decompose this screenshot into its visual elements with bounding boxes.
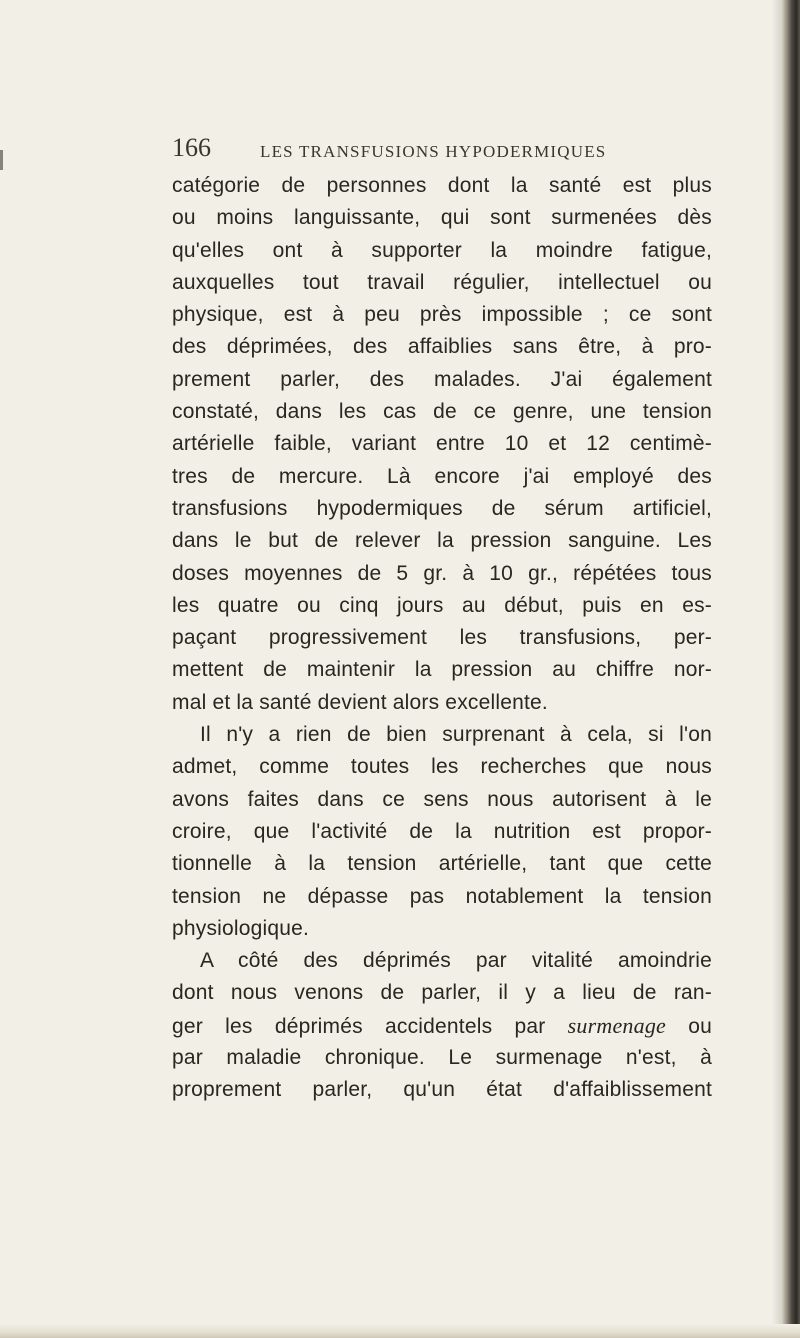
text-line: constaté, dans les cas de ce genre, une tension [172,400,712,424]
text-line: qu'elles ont à supporter la moindre fatigue, [172,238,712,262]
text-line: avons faites dans ce sens nous autorisent à le [172,787,712,811]
text-line: dont nous venons de parler, il y a lieu de ran- [172,981,712,1005]
body-text [172,170,712,1107]
text-line: proprement parler, qu'un état d'affaiblissement [172,1078,712,1102]
text-fragment: ou [688,1014,712,1038]
text-line: doses moyennes de 5 gr. à 10 gr., répétées tous [172,561,712,585]
text-fragment: ger les déprimés accidentels par [172,1014,546,1038]
text-line: paçant progressivement les transfusions, per- [172,626,712,650]
text-line: prement parler, des malades. J'ai également [172,367,712,391]
paragraph-end-line: mal et la santé devient alors excellente. [172,690,548,714]
text-line: mettent de maintenir la pression au chiffre nor- [172,658,712,682]
text-line: transfusions hypodermiques de sérum artificiel, [172,496,712,520]
text-line: tension ne dépasse pas notablement la tension [172,884,712,908]
running-head-title: LES TRANSFUSIONS HYPODERMIQUES [260,142,607,161]
text-line: physique, est à peu près impossible ; ce sont [172,303,712,327]
text-line: ou moins languissante, qui sont surmenées dès [172,206,712,230]
book-binding-edge [782,0,800,1338]
paragraph-start-line: Il n'y a rien de bien surprenant à cela, si l'on [200,723,712,747]
text-line: croire, que l'activité de la nutrition est propor- [172,819,712,843]
text-line: admet, comme toutes les recherches que nous [172,755,712,779]
text-line: par maladie chronique. Le surmenage n'est, à [172,1046,712,1070]
text-line: auxquelles tout travail régulier, intellectuel ou [172,270,712,294]
text-line: tres de mercure. Là encore j'ai employé des [172,464,712,488]
page-bottom-edge [0,1324,800,1338]
italic-term: surmenage [567,1012,666,1038]
text-line-with-italic [172,1010,712,1042]
running-head [172,128,792,168]
text-line: dans le but de relever la pression sanguine. Les [172,529,712,553]
paragraph-start-line: A côté des déprimés par vitalité amoindrie [200,949,712,973]
margin-mark [0,150,3,170]
text-line: tionnelle à la tension artérielle, tant que cette [172,852,712,876]
text-line: les quatre ou cinq jours au début, puis en es- [172,593,712,617]
binding-shadow [772,0,782,1338]
paragraph-end-line: physiologique. [172,916,310,940]
text-line: artérielle faible, variant entre 10 et 12 centimè- [172,432,712,456]
text-line: des déprimées, des affaiblies sans être, à pro- [172,335,712,359]
page-number: 166 [172,133,211,162]
text-line: catégorie de personnes dont la santé est plus [172,174,712,197]
